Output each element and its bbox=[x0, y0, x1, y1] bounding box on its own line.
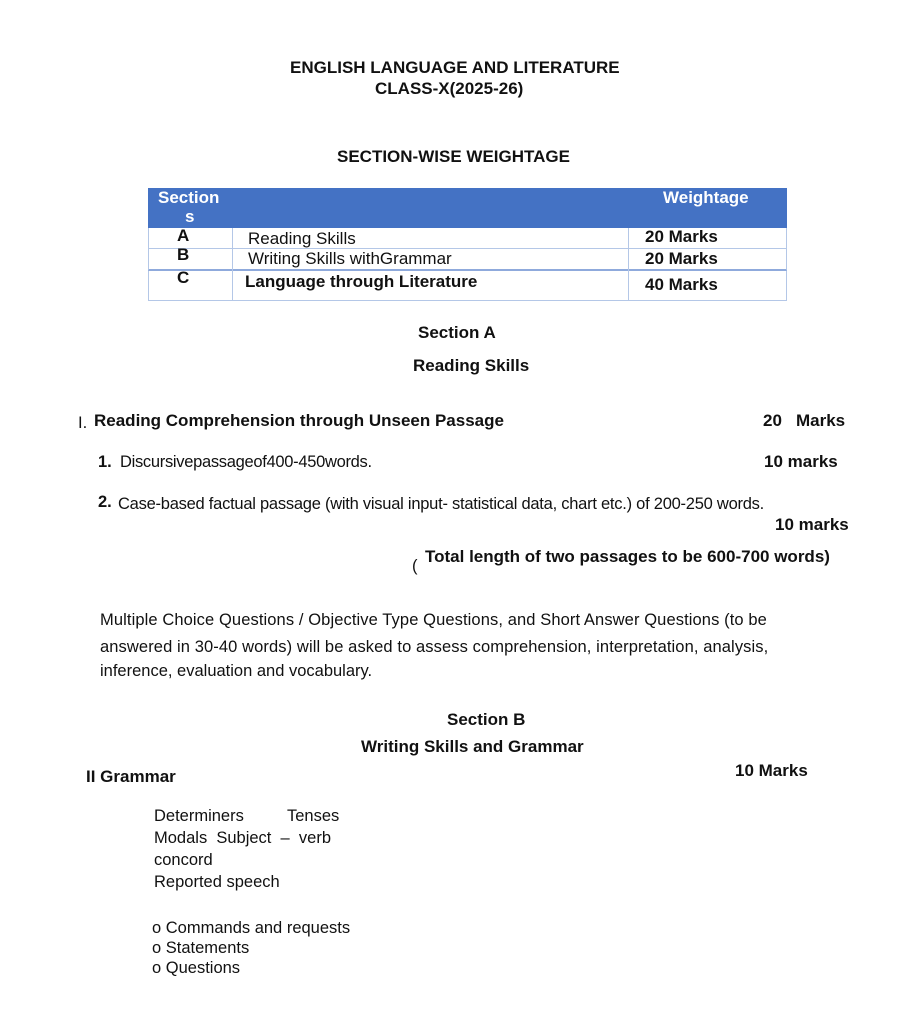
sub-item-number: 2. bbox=[98, 493, 112, 511]
header-weightage: Weightage bbox=[663, 188, 749, 207]
sub-item-number: 1. bbox=[98, 453, 112, 471]
section-weightage-table bbox=[148, 188, 787, 301]
column-divider bbox=[628, 228, 629, 301]
description-line: inference, evaluation and vocabulary. bbox=[100, 662, 373, 680]
sub-item-text: Discursivepassageof400-450words. bbox=[120, 453, 372, 471]
row-section: A bbox=[177, 226, 190, 245]
grammar-topic: concord bbox=[154, 851, 213, 869]
item-number: I. bbox=[78, 414, 88, 432]
row-topic: Language through Literature bbox=[245, 272, 478, 291]
grammar-topic: Determiners bbox=[154, 807, 244, 825]
weightage-heading: SECTION-WISE WEIGHTAGE bbox=[337, 147, 570, 166]
table-row bbox=[148, 245, 787, 271]
header-section: Section bbox=[158, 188, 220, 207]
bullet-item: o Statements bbox=[152, 939, 250, 957]
section-a-subheading: Reading Skills bbox=[413, 356, 530, 375]
row-section: C bbox=[177, 268, 190, 287]
sub-item-marks: 10 marks bbox=[775, 515, 849, 534]
section-b-heading: Section B bbox=[447, 710, 526, 729]
description-line: answered in 30-40 words) will be asked to assess comprehension, interpretation, analysis, bbox=[100, 638, 769, 656]
row-marks: 40 Marks bbox=[645, 275, 718, 294]
row-section: B bbox=[177, 245, 190, 264]
bullet-item: o Commands and requests bbox=[152, 919, 351, 937]
sub-item-text: Case-based factual passage (with visual input- statistical data, chart etc.) of 200-250 words. bbox=[118, 495, 765, 513]
item-title: Reading Comprehension through Unseen Passage bbox=[94, 411, 504, 430]
header-section-wrap: s bbox=[185, 207, 195, 226]
table-row bbox=[148, 228, 787, 249]
item-marks-label: Marks bbox=[796, 411, 846, 430]
bullet-item: o Questions bbox=[152, 959, 241, 977]
grammar-title: II Grammar bbox=[86, 767, 176, 786]
table-row bbox=[148, 268, 787, 301]
section-b-subheading: Writing Skills and Grammar bbox=[361, 737, 584, 756]
row-marks: 20 Marks bbox=[645, 249, 718, 268]
total-length-note: Total length of two passages to be 600-700 words) bbox=[425, 547, 830, 566]
document-class: CLASS-X(2025-26) bbox=[375, 79, 524, 98]
grammar-topic: Modals Subject – verb bbox=[154, 829, 332, 847]
row-topic: Reading Skills bbox=[248, 229, 356, 248]
document-title: ENGLISH LANGUAGE AND LITERATURE bbox=[290, 58, 620, 77]
table-header bbox=[148, 188, 787, 228]
column-divider bbox=[232, 228, 233, 301]
section-a-heading: Section A bbox=[418, 323, 496, 342]
total-paren: ( bbox=[412, 557, 418, 575]
sub-item-marks: 10 marks bbox=[764, 452, 838, 471]
grammar-topic: Reported speech bbox=[154, 873, 280, 891]
description-line: Multiple Choice Questions / Objective Type Questions, and Short Answer Questions (to be bbox=[100, 611, 767, 629]
row-topic: Writing Skills withGrammar bbox=[248, 249, 452, 268]
item-marks-number: 20 bbox=[763, 411, 782, 430]
grammar-marks: 10 Marks bbox=[735, 761, 808, 780]
row-marks: 20 Marks bbox=[645, 227, 718, 246]
grammar-topic: Tenses bbox=[287, 807, 340, 825]
